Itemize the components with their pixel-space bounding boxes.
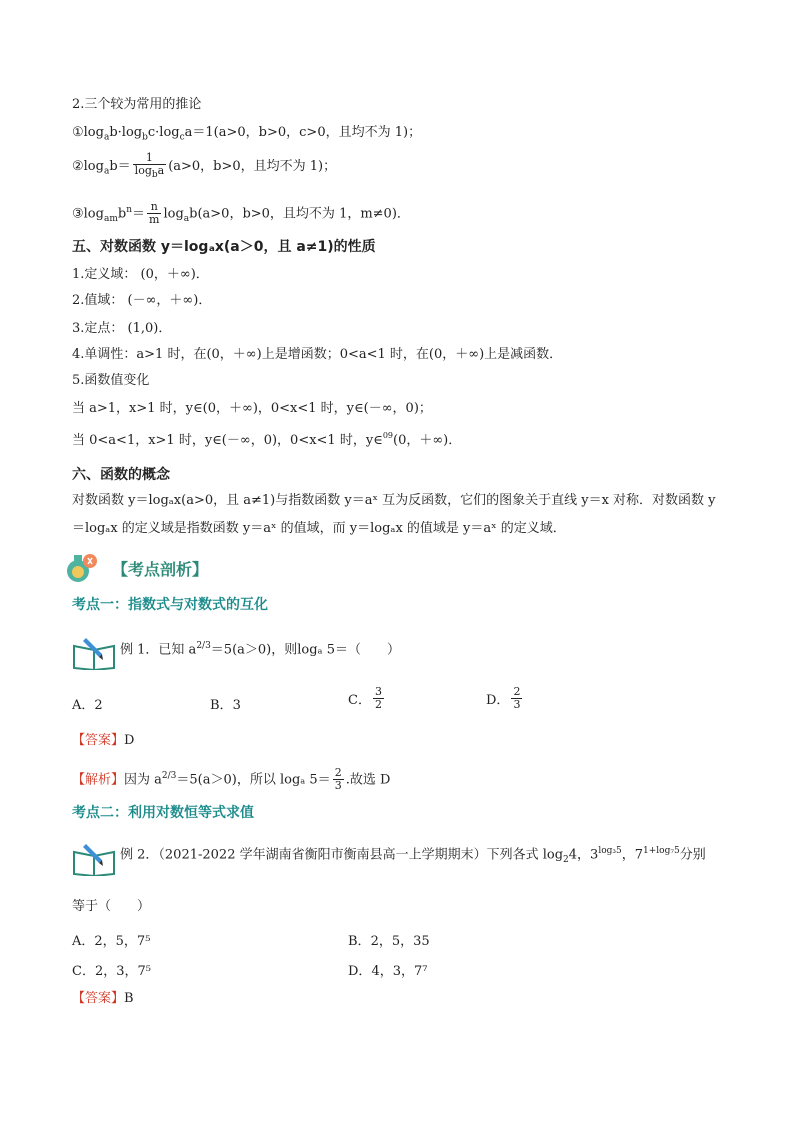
option-fraction (373, 686, 384, 711)
analysis-text: ＝5(a＞0)，所以 logₐ 5＝ (176, 772, 331, 788)
option-value: 2，5，7⁵ (94, 934, 151, 949)
option-key: D． (486, 693, 510, 708)
example-1-base: a (188, 642, 197, 658)
property-fixed-point: 3.定点： (1,0)． (72, 321, 172, 336)
property-case-1: 当 a>1，x>1 时，y∈(0，＋∞)，0<x<1 时，y∈(－∞，0)； (72, 401, 432, 416)
fraction-numerator: 3 (374, 685, 382, 698)
example-2-option-c[interactable] (72, 960, 151, 979)
analysis-text: 因为 a (124, 772, 162, 788)
property-case-2 (72, 432, 461, 450)
rule-3: $③\log_{am}b^n=$ $\frac{n}{m}$ $\log_ab(a>0$，b>0，且均不为 1，m≠0)． (72, 200, 410, 227)
example-1-exponent: 2/3 (196, 641, 211, 651)
example-1-stem (120, 634, 400, 662)
key-points-banner (64, 552, 208, 584)
banner-label: 【考点剖析】 (112, 559, 209, 579)
fraction-denominator: $\log_ba$ (134, 164, 165, 181)
example-1-option-a[interactable] (72, 694, 103, 713)
fraction-denominator: 2 (374, 698, 382, 711)
rule-3-part: b (117, 206, 127, 222)
answer-label: 【答案】 (72, 991, 125, 1006)
rule-2: $②\log_ab=$ $\frac{1}{\log_ba}$ (a>0，b>0，且均不为 1)； (72, 151, 337, 181)
rule-3-part: ③log (72, 206, 104, 222)
option-key: D． (348, 964, 372, 979)
fraction-numerator: 2 (334, 766, 342, 780)
option-value: 3 (232, 698, 241, 713)
fraction-denominator: m (149, 213, 160, 227)
point-1-title: 考点一：指数式与对数式的互化 (72, 597, 268, 613)
rule-2-part: (a>0，b>0，且均不为 1)； (168, 159, 337, 175)
subsection-title: 2.三个较为常用的推论 (72, 97, 202, 112)
answer-label: 【答案】 (72, 733, 125, 748)
example-1-option-c[interactable] (348, 686, 386, 711)
answer-value: B (124, 991, 134, 1006)
analysis-fraction (333, 767, 344, 792)
example-2-text: 分别 (679, 847, 706, 863)
example-2-answer (72, 990, 134, 1008)
case-2-text-end: (0，＋∞)． (393, 433, 462, 448)
example-2-option-d[interactable] (348, 960, 427, 979)
rule-1-part: a＝1(a>0，b>0，c>0，且均不为 1)； (184, 125, 422, 140)
case-2-text: 当 0<a<1，x>1 时，y∈(－∞，0)，0<x<1 时，y∈ (72, 433, 383, 448)
example-1-question: logₐ 5＝（ ） (297, 642, 400, 658)
fraction-numerator: 1 (133, 152, 167, 165)
book-pen-icon (72, 636, 116, 670)
rule-2-fraction (133, 152, 167, 181)
fraction-numerator: 2 (513, 685, 521, 698)
example-1-option-b[interactable] (210, 694, 241, 713)
rule-2-part: ②log (72, 159, 104, 175)
book-pen-icon (72, 842, 116, 876)
option-key: C． (72, 964, 95, 979)
analysis-label: 【解析】 (72, 772, 125, 788)
example-2-option-a[interactable] (72, 930, 150, 949)
answer-value: D (124, 733, 135, 748)
rule-1-part: ①log (72, 125, 104, 140)
rule-3-fraction (147, 201, 161, 226)
example-1-analysis (72, 764, 390, 792)
example-2-text: 例 2．（2021-2022 学年湖南省衡阳市衡南县高一上学期期末）下列各式 log (120, 847, 564, 863)
example-2-stem-line-2: 等于（ ） (72, 899, 151, 914)
margin-mark: 09 (382, 431, 393, 440)
section-6-title: 六、函数的概念 (72, 467, 170, 483)
fraction-denominator: 3 (334, 779, 342, 793)
analysis-text: .故选 D (345, 772, 391, 788)
property-domain: 1.定义域： (0，＋∞)． (72, 267, 209, 282)
example-2-text: ，7 (621, 847, 644, 863)
option-key: C． (348, 693, 371, 708)
option-key: B． (210, 698, 233, 713)
fraction-denominator-text: log (134, 164, 152, 177)
section-6-paragraph-line-1: 对数函数 y＝logₐx(a>0，且 a≠1)与指数函数 y＝aˣ 互为反函数，它们的图象关于直线 y＝x 对称．对数函数 y (72, 493, 716, 508)
example-1-answer (72, 732, 134, 750)
rule-1-part: b·log (109, 125, 143, 140)
property-value-change: 5.函数值变化 (72, 373, 150, 388)
section-5-title: 五、对数函数 y＝logₐx(a＞0，且 a≠1)的性质 (72, 239, 376, 255)
rule-3-part: ＝ (132, 206, 146, 222)
rule-2-part: b＝ (109, 159, 131, 175)
option-key: B． (348, 934, 371, 949)
example-1-label: 例 1．已知 (120, 642, 185, 658)
rule-1-part: c·log (147, 125, 180, 140)
example-1-option-d[interactable] (486, 686, 524, 711)
point-2-title: 考点二：利用对数恒等式求值 (72, 805, 254, 821)
rule-3-part: log (163, 206, 184, 222)
option-key: A． (72, 698, 95, 713)
example-2-option-b[interactable] (348, 930, 430, 949)
option-value: 2，3，7⁵ (94, 964, 151, 979)
option-value: 2，5，35 (370, 934, 430, 949)
fraction-denominator: 3 (513, 698, 521, 711)
option-key: A． (72, 934, 95, 949)
option-value: 2 (94, 698, 103, 713)
option-value: 4，3，7⁷ (371, 964, 428, 979)
rule-3-part: b(a>0，b>0，且均不为 1，m≠0)． (189, 206, 410, 222)
rule-1: $①\log_ab\cdot\log_bc\cdot\log_ca=1(a>0$，b>0，c>0，且均不为 1)； (72, 125, 422, 143)
example-2-text: 4，3 (568, 847, 599, 863)
example-2-stem: 例 2．（2021-2022 学年湖南省衡阳市衡南县高一上学期期末）下列各式 $\log_24$，$3^{log_35}$，$7^{1+log_75}$分别 (120, 846, 706, 865)
analysis-exponent: 2/3 (161, 771, 177, 781)
flask-icon (64, 551, 108, 585)
section-6-paragraph-line-2: ＝logₐx 的定义域是指数函数 y＝aˣ 的值域，而 y＝logₐx 的值域是 y＝aˣ 的定义域． (72, 521, 566, 536)
example-1-condition: ＝5(a＞0)，则 (210, 642, 298, 658)
property-monotonicity: 4.单调性：a>1 时，在(0，＋∞)上是增函数；0<a<1 时，在(0，＋∞)上是减函数． (72, 347, 563, 362)
option-fraction (511, 686, 522, 711)
fraction-numerator: n (147, 201, 161, 214)
property-range: 2.值域： (－∞，＋∞)． (72, 293, 212, 308)
